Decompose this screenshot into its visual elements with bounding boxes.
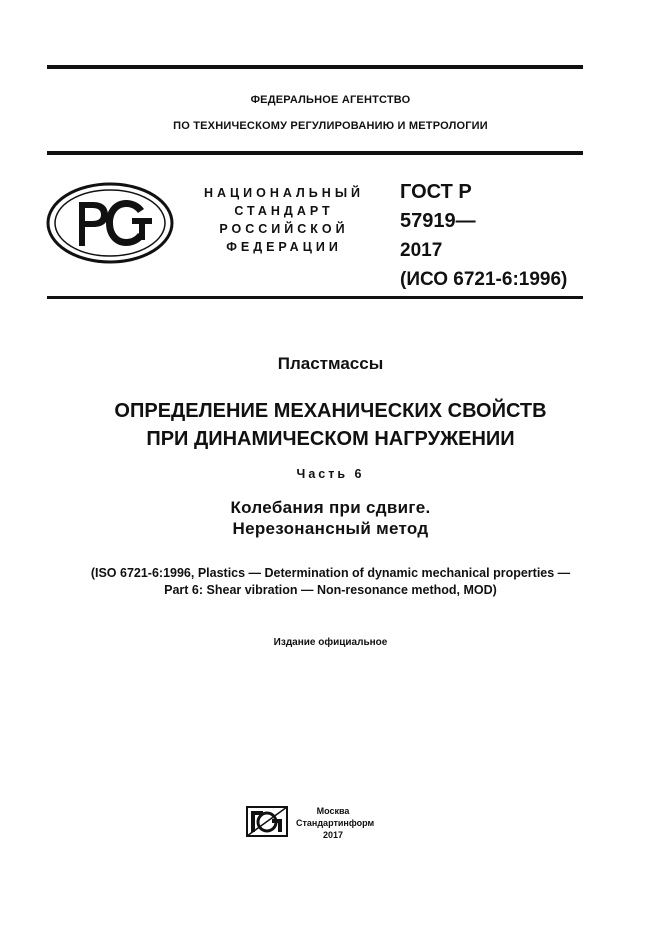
edition-note: Издание официальное: [273, 637, 388, 648]
national-standard-line-3: РОССИЙСКОЙ: [219, 222, 349, 236]
iso-reference: [0, 565, 661, 599]
gost-r-certification-mark-icon: [46, 182, 174, 264]
publisher-name: Стандартинформ: [296, 818, 375, 828]
part-subtitle-line-2: Нерезонансный метод: [232, 519, 429, 538]
national-standard-line-1: НАЦИОНАЛЬНЫЙ: [203, 186, 365, 200]
agency-line-1: ФЕДЕРАЛЬНОЕ АГЕНТСТВО: [250, 94, 411, 106]
national-standard-label: [195, 184, 373, 256]
publisher-city: Москва: [316, 806, 350, 816]
part-subtitle-line-1: Колебания при сдвиге.: [230, 498, 431, 517]
iso-reference-line-1: (ISO 6721-6:1996, Plastics — Determination of dynamic mechanical properties —: [90, 566, 571, 580]
publisher-year: 2017: [322, 830, 344, 840]
document-title-line-1: ОПРЕДЕЛЕНИЕ МЕХАНИЧЕСКИХ СВОЙСТВ: [114, 400, 547, 422]
standard-designation: [400, 178, 567, 294]
document-title: [0, 397, 661, 453]
national-standard-line-4: ФЕДЕРАЦИИ: [226, 240, 342, 254]
designation-line-1: ГОСТ Р: [400, 181, 472, 203]
designation-line-4: (ИСО 6721-6:1996): [400, 269, 568, 290]
part-label: Часть 6: [296, 467, 365, 481]
national-standard-line-2: СТАНДАРТ: [234, 204, 334, 218]
publisher-info: [296, 805, 375, 841]
standard-block-rule: [47, 296, 583, 299]
header-rule: [47, 151, 583, 155]
document-category: Пластмассы: [277, 354, 384, 373]
part-subtitle: [0, 497, 661, 539]
designation-line-3: 2017: [400, 240, 443, 261]
iso-reference-line-2: Part 6: Shear vibration — Non-resonance method, MOD): [164, 583, 497, 597]
top-rule: [47, 65, 583, 69]
document-title-line-2: ПРИ ДИНАМИЧЕСКОМ НАГРУЖЕНИИ: [146, 428, 515, 450]
agency-line-2: ПО ТЕХНИЧЕСКОМУ РЕГУЛИРОВАНИЮ И МЕТРОЛОГИИ: [173, 120, 488, 132]
designation-line-2: 57919—: [400, 210, 476, 232]
standartinform-logo-icon: [246, 806, 288, 837]
